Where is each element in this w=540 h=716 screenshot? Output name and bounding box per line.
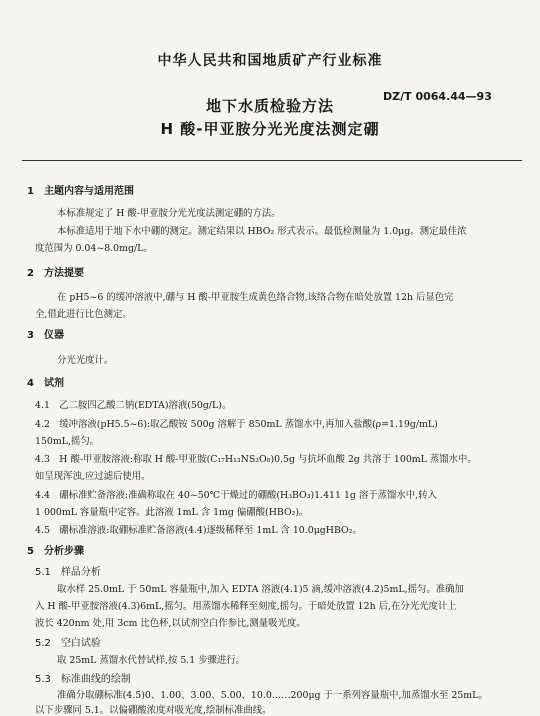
section-3-para: 分光光度计。 [57,355,114,366]
section-2-para-line-1: 在 pH5~6 的缓冲溶液中,硼与 H 酸-甲亚胺生成黄色络合物,该络合物在暗处放置 12h 后显色完 [57,292,454,303]
section-5-heading: 5 分析步骤 [27,546,84,557]
section-1-para-2-line-2: 度范围为 0.04~8.0mg/L。 [35,243,153,254]
subsection-5-3-title: 5.3 标准曲线的绘制 [35,674,131,685]
reagent-4-5: 4.5 硼标准溶液:取硼标准贮备溶液(4.4)逐级稀释至 1mL 含 10.0μgHBO₂。 [35,525,362,536]
standard-org: 中华人民共和国地质矿产行业标准 [157,53,383,69]
reagent-4-3-line-2: 如呈现浑浊,应过滤后使用。 [35,471,151,482]
section-2-heading: 2 方法提要 [27,268,84,279]
reagent-4-1: 4.1 乙二胺四乙酸二钠(EDTA)溶液(50g/L)。 [35,400,232,411]
doc-title-line1: 地下水质检验方法 [205,97,334,115]
subsection-5-1-line-3: 波长 420nm 处,用 3cm 比色杯,以试剂空白作参比,测量吸光度。 [35,618,306,629]
subsection-5-3-line-1: 准确分取硼标准(4.5)0、1.00、3.00、5.00、10.0……200μg 于一系列容量瓶中,加蒸馏水至 25mL。 [57,690,488,701]
reagent-4-4-line-1: 4.4 硼标准贮备溶液:准确称取在 40~50℃干燥过的硼酸(H₃BO₃)1.411 1g 溶于蒸馏水中,转入 [35,490,437,501]
section-3-heading: 3 仪器 [27,330,64,341]
subsection-5-1-line-2: 入 H 酸-甲亚胺溶液(4.3)6mL,摇匀。用蒸馏水稀释至刻度,摇匀。于暗处放置 12h 后,在分光光度计上 [35,601,457,612]
subsection-5-1-title: 5.1 样品分析 [35,567,101,578]
section-1-para-2-line-1: 本标准适用于地下水中硼的测定。测定结果以 HBO₂ 形式表示。最低检测量为 1.0μg。测定最佳浓 [57,226,467,237]
reagent-4-2-line-1: 4.2 缓冲溶液(pH5.5~6):取乙酸铵 500g 溶解于 850mL 蒸馏水中,再加入盐酸(ρ=1.19g/mL) [35,419,438,430]
reagent-4-2-line-2: 150mL,摇匀。 [35,436,100,447]
section-2-para-line-2: 全,借此进行比色测定。 [35,309,132,320]
reagent-4-4-line-2: 1 000mL 容量瓶中定容。此溶液 1mL 含 1mg 偏硼酸(HBO₂)。 [35,507,309,518]
header-divider [22,160,522,161]
standard-number: DZ/T 0064.44—93 [383,90,492,103]
doc-title-line2: H 酸-甲亚胺分光光度法测定硼 [160,120,380,138]
reagent-4-3-line-1: 4.3 H 酸-甲亚胺溶液:称取 H 酸-甲亚胺(C₁₇H₁₃NS₂O₈)0.5g 与抗坏血酸 2g 共溶于 100mL 蒸馏水中。 [35,454,477,465]
section-4-heading: 4 试剂 [27,378,64,389]
section-1-para-1: 本标准规定了 H 酸-甲亚胺分光光度法测定硼的方法。 [57,208,281,219]
subsection-5-2-line-1: 取 25mL 蒸馏水代替试样,按 5.1 步骤进行。 [57,655,246,666]
subsection-5-2-title: 5.2 空白试验 [35,638,101,649]
subsection-5-1-line-1: 取水样 25.0mL 于 50mL 容量瓶中,加入 EDTA 溶液(4.1)5 滴,缓冲溶液(4.2)5mL,摇匀。准确加 [57,584,464,595]
subsection-5-3-line-2: 以下步骤同 5.1。以偏硼酸浓度对吸光度,绘制标准曲线。 [35,705,272,716]
section-1-heading: 1 主题内容与适用范围 [27,186,134,197]
